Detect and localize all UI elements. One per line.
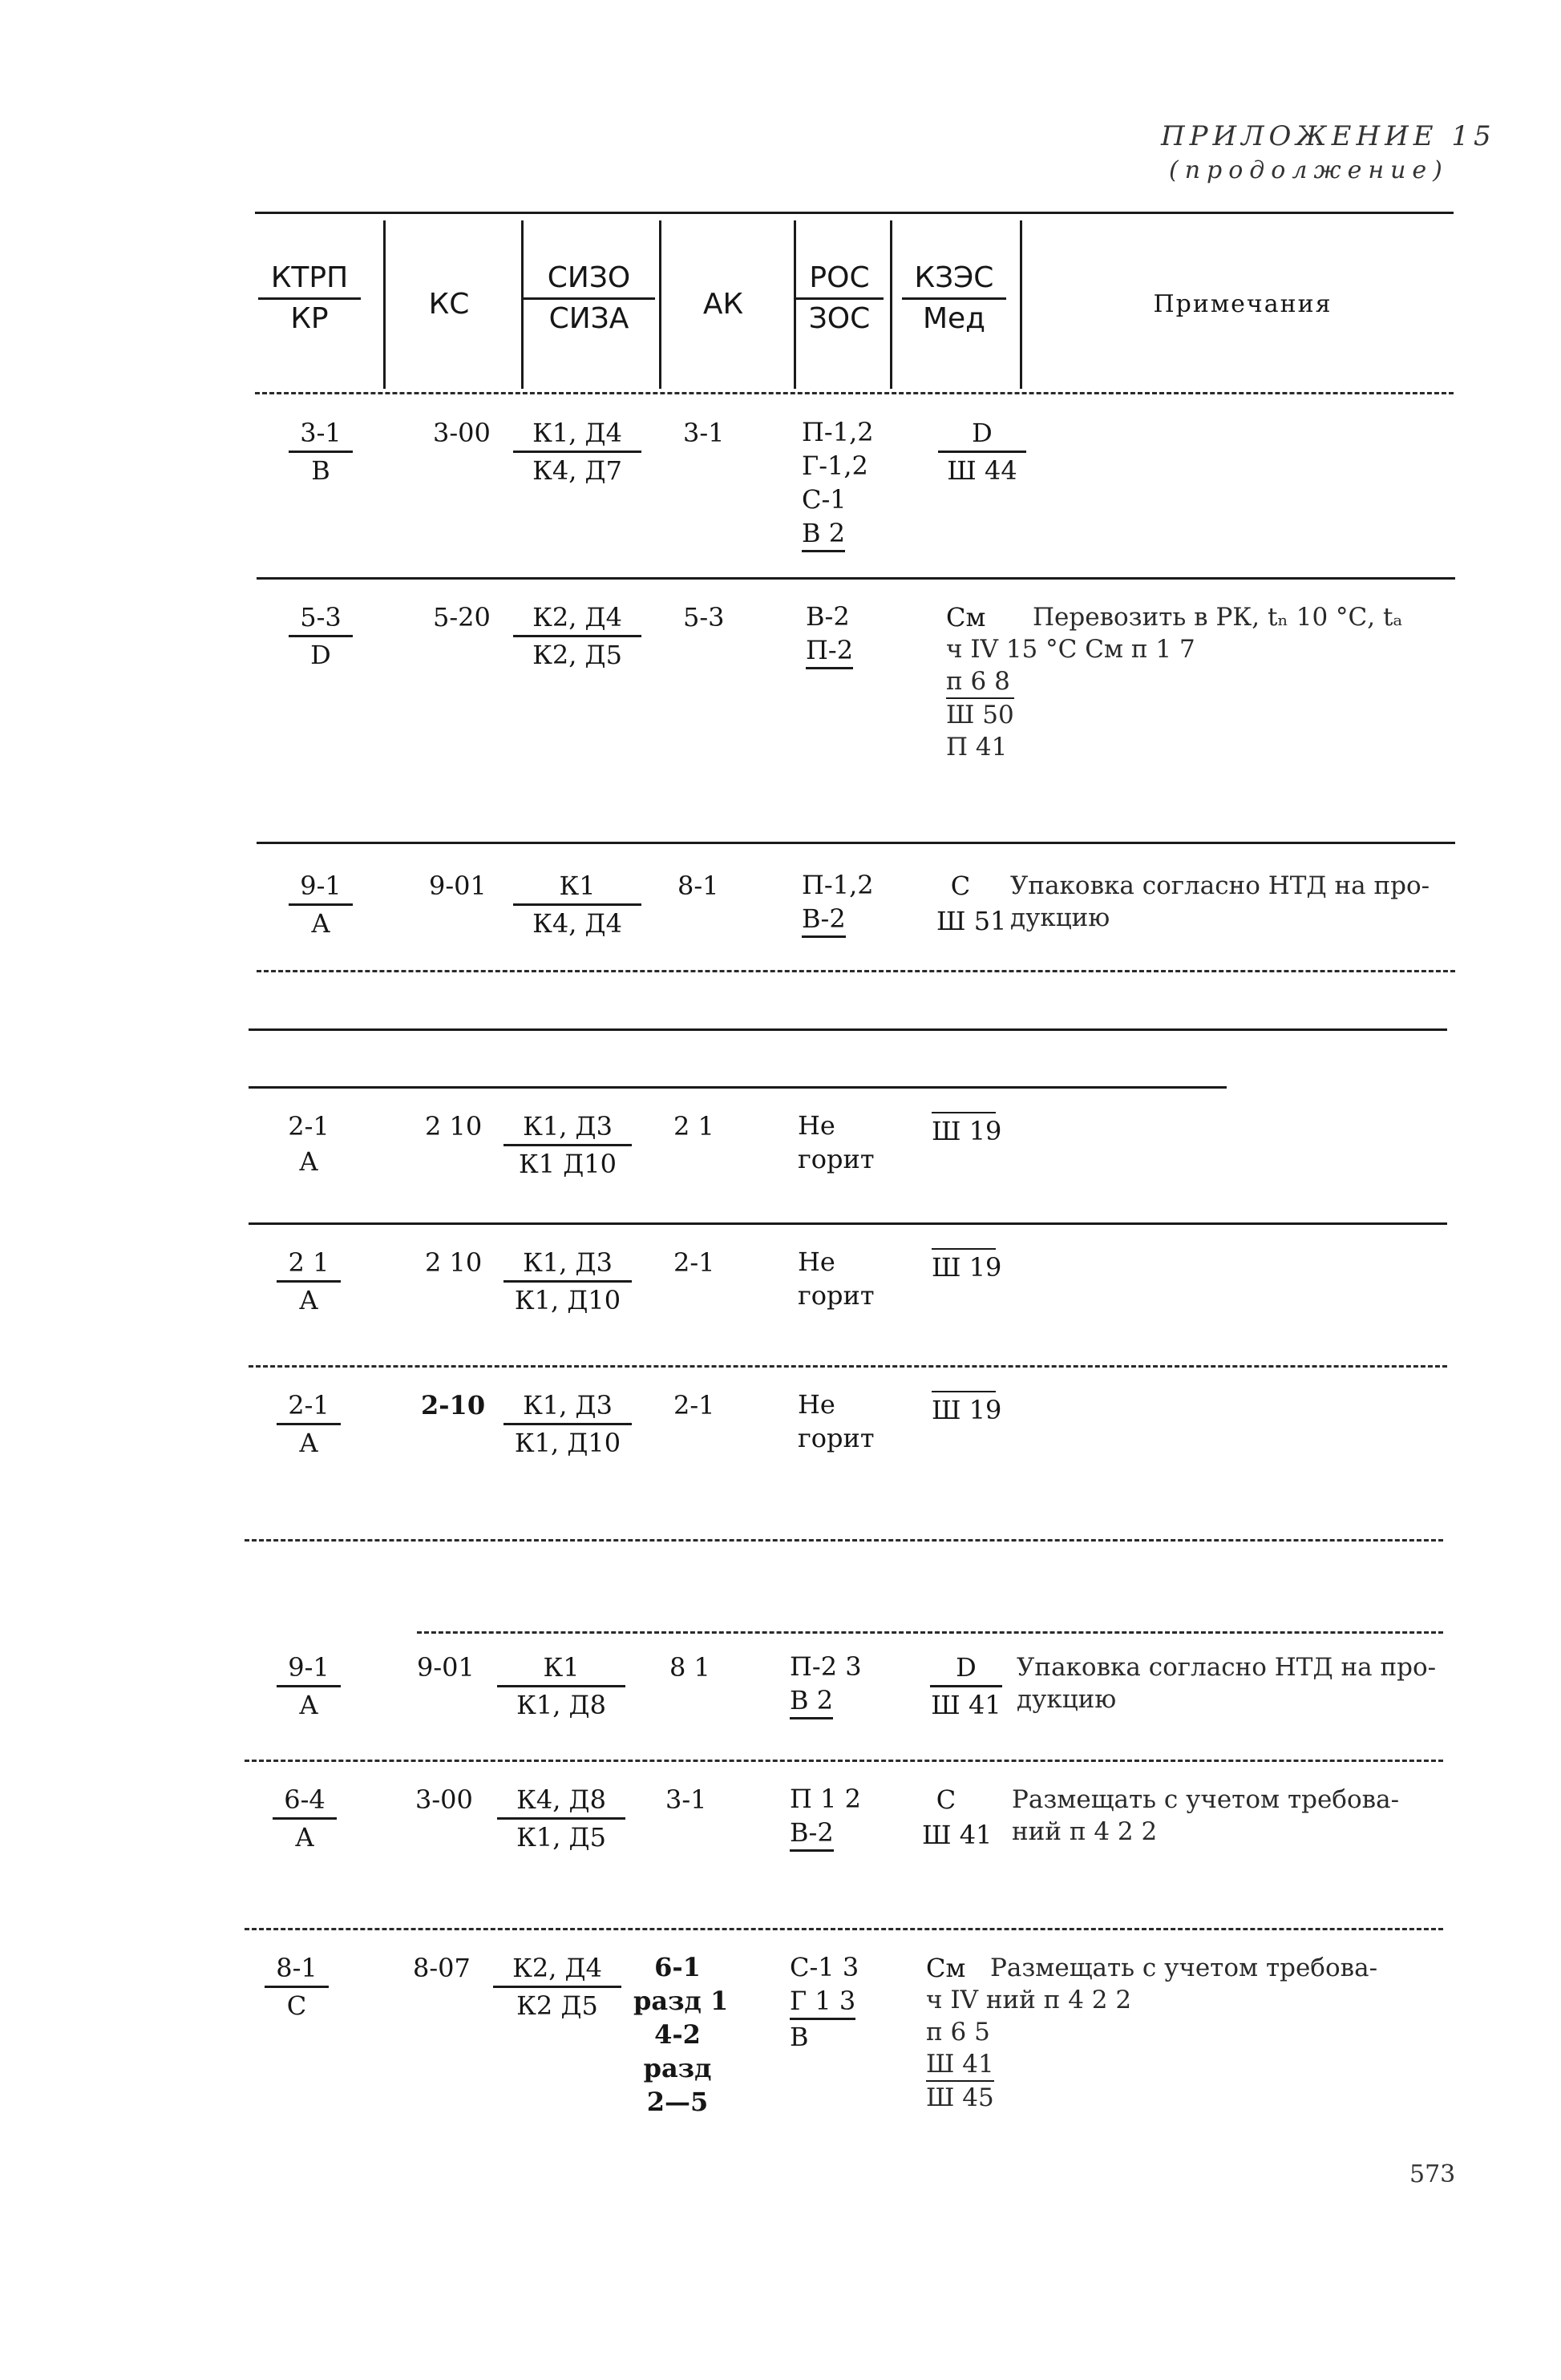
row9-sizo-siza: К2, Д4 К2 Д5 <box>493 1952 621 2022</box>
row6-sizo-siza: К1, Д3 К1, Д10 <box>503 1389 632 1459</box>
row8-ks: 3-00 <box>415 1784 473 1815</box>
col-header-kzes-med: КЗЭС Мед <box>902 261 1006 337</box>
col-header-ktrp-kr: КТРП КР <box>258 261 361 337</box>
col-divider-5 <box>890 220 892 389</box>
row8-kzes-med: С Ш 41 <box>922 1784 993 1850</box>
row4-ktrp-kr: 2-1 А <box>288 1111 330 1177</box>
row-separator <box>249 1028 1447 1031</box>
row1-ros: П-1,2 Г-1,2 С-1 В 2 <box>802 415 874 552</box>
row6-kzes-med: Ш 19 <box>932 1389 996 1426</box>
row-separator <box>245 1760 1443 1762</box>
row9-note: Размещать с учетом требова- ч IV ний п 4 2 2 п 6 5 Ш 41 Ш 45 <box>926 1954 1378 2112</box>
row2-ktrp-kr: $\frac{5-3}{D}$ <box>289 601 353 671</box>
row9-ktrp-kr: 8-1 С <box>265 1952 329 2022</box>
row-separator <box>245 1928 1443 1930</box>
row3-ks: 9-01 <box>429 871 487 901</box>
col-divider-1 <box>383 220 386 389</box>
row-separator <box>417 1631 1443 1634</box>
row2-sizo-siza: К2, Д4 К2, Д5 <box>513 601 641 671</box>
col-header-ak: АК <box>702 288 744 321</box>
row-separator <box>249 1086 1227 1089</box>
row1-ks: 3-00 <box>433 418 491 448</box>
col-header-sizo-siza: СИЗО СИЗА <box>523 261 655 337</box>
row1-ak: 3-1 <box>683 418 725 448</box>
row8-ktrp-kr: 6-4 А <box>273 1784 337 1853</box>
row8-note: Размещать с учетом требова- ний п 4 2 2 <box>1012 1785 1400 1846</box>
row-separator <box>249 1222 1447 1225</box>
row1-ktrp-kr: 3-1 В <box>289 417 353 487</box>
row5-ak: 2-1 <box>673 1247 715 1278</box>
row5-sizo-siza: К1, Д3 К1, Д10 <box>503 1247 632 1316</box>
col-divider-3 <box>659 220 661 389</box>
row3-kzes-med: С Ш 51 <box>936 871 1007 936</box>
row1-sizo-siza: К1, Д4 К4, Д7 <box>513 417 641 487</box>
col-divider-6 <box>1020 220 1022 389</box>
row2-note: Перевозить в РК, tₙ 10 °С, tₐ ч IV 15 °С См п 1 7 п 6 8 Ш 50 П 41 <box>946 603 1403 762</box>
row4-sizo-siza: К1, Д3 К1 Д10 <box>503 1110 632 1180</box>
page-number: 573 <box>1409 2160 1456 2188</box>
row8-sizo-siza: К4, Д8 К1, Д5 <box>497 1784 625 1853</box>
row9-ks: 8-07 <box>413 1953 471 1983</box>
col-header-ros-zos: РОС ЗОС <box>795 261 884 337</box>
row8-ros: П 1 2 В-2 <box>790 1782 861 1852</box>
row3-note: Упаковка согласно НТД на про- дукцию <box>1010 871 1430 932</box>
row2-ks: 5-20 <box>433 602 491 632</box>
row5-kzes-med: Ш 19 <box>932 1247 996 1283</box>
row5-ks: 2 10 <box>425 1247 483 1278</box>
row7-ktrp-kr: 9-1 А <box>277 1651 341 1721</box>
table-top-rule <box>255 212 1454 214</box>
row5-ktrp-kr: 2 1 А <box>277 1247 341 1316</box>
row7-ks: 9-01 <box>417 1652 475 1683</box>
row1-kzes-med: D Ш 44 <box>938 417 1026 487</box>
row-separator <box>257 970 1455 972</box>
row9-kzes: См <box>926 1953 966 1983</box>
row-separator <box>249 1365 1447 1368</box>
row4-ks: 2 10 <box>425 1111 483 1142</box>
row3-ak: 8-1 <box>677 871 719 901</box>
col-header-ks: КС <box>428 288 470 321</box>
row4-ak: 2 1 <box>673 1111 714 1142</box>
row2-ros: В-2 П-2 <box>806 600 853 669</box>
row6-ak: 2-1 <box>673 1390 715 1420</box>
row7-kzes-med: D Ш 41 <box>931 1652 1001 1720</box>
row2-ak: 5-3 <box>683 602 725 632</box>
row2-kzes: См <box>946 602 986 632</box>
row3-ros: П-1,2 В-2 <box>802 868 874 938</box>
row7-ak: 8 1 <box>669 1652 710 1683</box>
row4-kzes-med: Ш 19 <box>932 1110 996 1147</box>
row7-sizo-siza: К1 К1, Д8 <box>497 1651 625 1721</box>
row9-ros: С-1 3 Г 1 3 В <box>790 1952 859 2052</box>
row-separator <box>257 577 1455 580</box>
row4-ros: Не горит <box>798 1110 875 1174</box>
table-header-bottom-rule <box>255 392 1454 394</box>
row9-ak: 6-1 разд 1 4-2 разд 2—5 <box>633 1952 729 2117</box>
row3-ktrp-kr: 9-1 А <box>289 870 353 939</box>
row-separator <box>257 842 1455 844</box>
row6-ktrp-kr: 2-1 А <box>277 1389 341 1459</box>
appendix-subtitle: (продолжение) <box>1169 156 1449 184</box>
row5-ros: Не горит <box>798 1247 875 1311</box>
row3-sizo-siza: К1 К4, Д4 <box>513 870 641 939</box>
row7-note: Упаковка согласно НТД на про- дукцию <box>1017 1653 1437 1714</box>
row-separator <box>245 1539 1443 1542</box>
row7-ros: П-2 3 В 2 <box>790 1650 862 1719</box>
appendix-title: ПРИЛОЖЕНИЕ 15 <box>1161 120 1496 152</box>
col-header-notes: Примечания <box>1153 290 1333 318</box>
row6-ks: 2-10 <box>421 1390 486 1420</box>
row6-ros: Не горит <box>798 1389 875 1453</box>
row8-ak: 3-1 <box>665 1784 707 1815</box>
